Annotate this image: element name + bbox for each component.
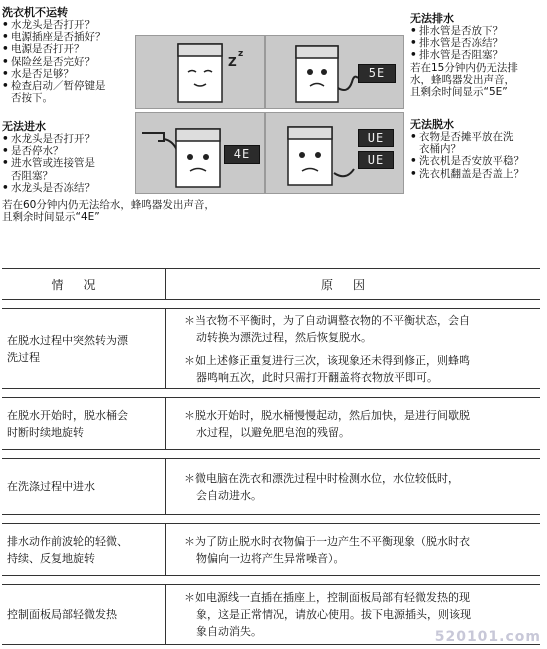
list-item: • 水龙头是否打开？ [2,19,106,31]
list-item-continued: 否按下。 [11,92,53,105]
list-item: • 电源插座是否插好？ [2,31,106,43]
note-line: 若在15分钟内仍无法排 [410,61,518,74]
check-list-cont [2,182,95,194]
illustration-no-drain [265,35,404,109]
list-item: • 水是否足够？ [2,68,106,80]
section-no-spin [410,118,524,180]
svg-text:Z: Z [228,55,237,69]
table-row [2,459,540,515]
table-row [2,524,540,576]
list-item: • 进水管或连接管是 [2,157,95,169]
cell-line: 象自动消失。 [196,625,262,638]
cell-line: 器鸣响五次，此时只需打开翻盖将衣物放平即可。 [196,370,438,384]
check-list [410,131,524,143]
situation-cell [2,398,166,450]
header-cause: 原因 [166,269,541,300]
section-no-drain [410,12,518,98]
illustration-no-inlet [135,112,265,194]
cell-line: 物偏向一边将产生异常噪音）。 [196,551,345,565]
list-item-continued: 衣桶内？ [419,143,461,156]
note-line: 且剩余时间显示“4E” [2,211,100,224]
table-row [2,398,540,450]
list-item: • 排水管是否放下？ [410,25,518,37]
error-display: 5E [358,64,396,83]
error-display: UE [358,151,394,169]
cell-line: 在洗涤过程中进水 [7,480,95,493]
cell-line: ＊如上述修正重复进行三次，该现象还未得到修正，则蜂鸣 [184,353,470,367]
cell-line: ＊当衣物不平衡时，为了自动调整衣物的不平衡状态，会自 [184,313,470,327]
list-item: • 水龙头是否冻结？ [2,182,95,194]
list-item: • 排水管是否冻结？ [410,37,518,49]
list-item: • 是否停水？ [2,145,95,157]
cell-line: 洗过程 [7,350,40,364]
inlet-note [2,199,215,223]
troubleshooting-table [2,268,540,645]
list-item: • 衣物是否摊平放在洗 [410,131,524,143]
cause-cell [166,309,541,389]
cell-line: ＊为了防止脱水时衣物偏于一边产生不平衡现象（脱水时衣 [184,534,470,548]
cell-line: ＊脱水开始时，脱水桶慢慢起动，然后加快，是进行间歇脱 [184,408,470,422]
note-line: 若在60分钟内仍无法给水，蜂鸣器发出声音， [2,199,215,211]
check-list [2,19,106,92]
cell-line: 水过程，以避免肥皂泡的残留。 [196,425,350,439]
cell-line: ＊如电源线一直插在插座上，控制面板局部有轻微发热的现 [184,591,470,604]
check-list [2,133,95,170]
list-item: • 洗衣机翻盖是否盖上？ [410,168,524,180]
table-header-row [2,269,540,300]
cell-line: 动转换为漂洗过程，然后恢复脱水。 [196,330,372,344]
cell-line: 象，这是正常情况，请放心使用。拔下电源插头，则该现 [196,608,471,621]
washing-machine-sleeping-icon [136,36,264,108]
section-title: 无法进水 [2,120,46,133]
situation-cell [2,459,166,515]
section-title: 洗衣机不运转 [2,6,68,19]
cell-line: 会自动进水。 [196,488,262,502]
section-title: 无法排水 [410,12,454,25]
illustration-no-run [135,35,265,109]
note-line: 水，蜂鸣器发出声音， [410,73,515,86]
section-no-run [2,6,106,104]
cause-cell [166,398,541,450]
table-row [2,309,540,389]
list-item: • 洗衣机是否安放平稳？ [410,155,524,167]
header-situation: 情况 [2,269,166,300]
list-item: • 水龙头是否打开？ [2,133,95,145]
situation-cell [2,309,166,389]
error-display: UE [358,129,394,147]
cell-line: 控制面板局部轻微发热 [7,608,117,621]
cell-line: 持续、反复地旋转 [7,551,95,565]
situation-cell [2,585,166,645]
cell-line: 在脱水开始时，脱水桶会 [7,408,128,422]
watermark: 520101.com [434,629,541,645]
list-item-continued: 否阻塞？ [11,169,53,182]
cell-line: 在脱水过程中突然转为漂 [7,333,128,347]
situation-cell [2,524,166,576]
cause-cell [166,459,541,515]
list-item: • 保险丝是否完好？ [2,56,106,68]
error-display: 4E [224,145,260,164]
cell-line: 时断时续地旋转 [7,425,84,439]
check-list [410,25,518,62]
note-line: 且剩余时间显示“5E” [410,86,508,99]
section-no-inlet [2,120,95,194]
cell-line: ＊微电脑在洗衣和漂洗过程中时检测水位，水位较低时， [184,471,459,485]
check-list-cont [410,155,524,179]
cell-line: 排水动作前波轮的轻微、 [7,534,128,548]
svg-text:z: z [238,49,244,59]
list-item: • 排水管是否阻塞？ [410,49,518,61]
list-item: • 检查启动／暂停键是 [2,80,106,92]
section-title: 无法脱水 [410,118,454,131]
list-item: • 电源是否打开？ [2,43,106,55]
cause-cell [166,524,541,576]
illustration-no-spin [265,112,404,194]
